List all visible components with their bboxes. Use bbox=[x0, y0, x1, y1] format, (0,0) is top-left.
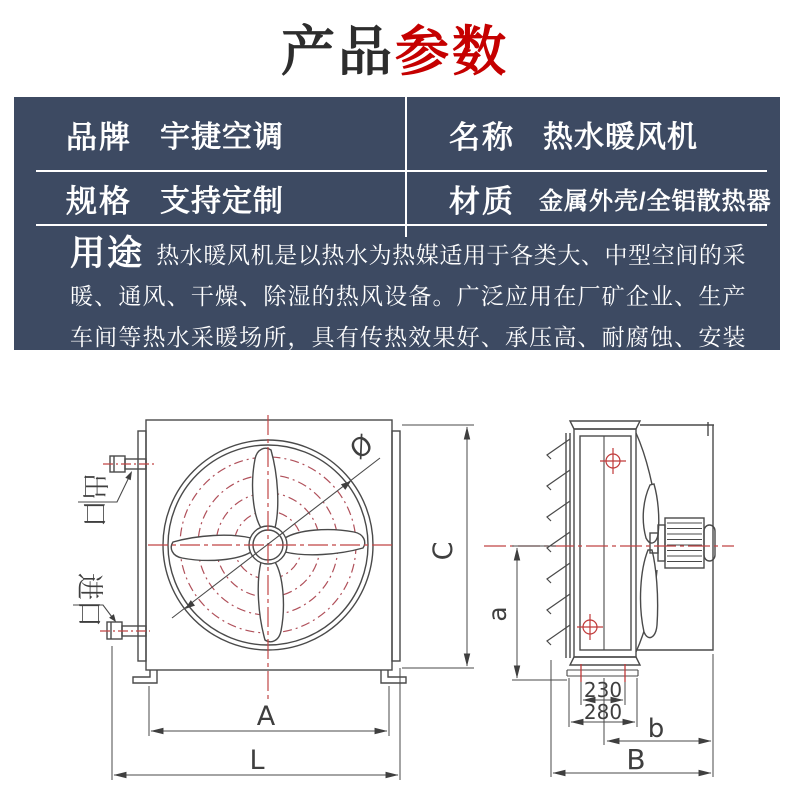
usage-label: 用途 bbox=[70, 234, 145, 273]
motor bbox=[650, 518, 715, 568]
side-fan-blade-bottom bbox=[641, 550, 658, 638]
material-value: 金属外壳/全铝散热器 bbox=[539, 187, 772, 215]
name-cell bbox=[405, 97, 780, 171]
page-title bbox=[0, 0, 790, 95]
coil-inner bbox=[580, 436, 631, 650]
side-fan-blade-top bbox=[643, 484, 659, 543]
outlet-pipe bbox=[103, 456, 154, 472]
inlet-pipe bbox=[100, 622, 150, 639]
left-foot bbox=[133, 670, 157, 683]
usage-section bbox=[14, 225, 780, 391]
right-side-strip bbox=[392, 431, 400, 661]
name-label: 名称 bbox=[449, 119, 515, 155]
bolt-marks bbox=[577, 448, 626, 640]
dim-230-label: 230 bbox=[583, 678, 623, 702]
title-red-part: 参数 bbox=[395, 22, 509, 82]
dim-C-label: C bbox=[428, 541, 459, 561]
material-label: 材质 bbox=[449, 183, 515, 219]
material-cell bbox=[405, 171, 780, 225]
dim-b-label: b bbox=[647, 714, 665, 744]
right-foot bbox=[381, 670, 406, 683]
dim-B-label: B bbox=[626, 743, 646, 776]
title-black-part: 产品 bbox=[281, 22, 395, 82]
spec-label: 规格 bbox=[66, 183, 132, 219]
brand-label: 品牌 bbox=[66, 119, 132, 155]
dim-a-lines bbox=[512, 546, 567, 680]
dim-L-label: L bbox=[249, 745, 265, 776]
spec-row-1 bbox=[14, 97, 780, 171]
dim-a-label: a bbox=[483, 606, 512, 622]
usage-text: 热水暖风机是以热水为热媒适用于各类大、中型空间的采暖、通风、干燥、除湿的热风设备。广泛应用在厂矿企业、生产车间等热水采暖场所，具有传热效果好、承压高、耐腐蚀、安装方便等特点。 bbox=[70, 242, 746, 391]
brand-value: 宇捷空调 bbox=[160, 121, 284, 154]
outlet-label: 出口 bbox=[78, 473, 109, 527]
dimension-drawing-svg bbox=[0, 370, 790, 806]
spec-row-2 bbox=[14, 171, 780, 225]
outlet-leader-arrow bbox=[125, 471, 132, 480]
diameter-symbol: Ø bbox=[344, 429, 380, 466]
coil-top-flange bbox=[570, 421, 640, 429]
name-value: 热水暖风机 bbox=[543, 121, 698, 154]
spec-value: 支持定制 bbox=[160, 185, 284, 218]
row-divider-1 bbox=[36, 170, 767, 172]
spec-cell bbox=[14, 171, 405, 225]
spec-table bbox=[14, 97, 780, 391]
brand-cell bbox=[14, 97, 405, 171]
technical-drawing bbox=[0, 370, 790, 806]
column-divider bbox=[405, 97, 407, 237]
coil-bottom-flange bbox=[570, 657, 640, 665]
inlet-label: 进口 bbox=[73, 573, 104, 627]
coil-outer bbox=[574, 429, 636, 657]
dim-280-label: 280 bbox=[583, 700, 623, 724]
base-plate bbox=[567, 670, 638, 676]
dim-A-label: A bbox=[256, 701, 276, 732]
